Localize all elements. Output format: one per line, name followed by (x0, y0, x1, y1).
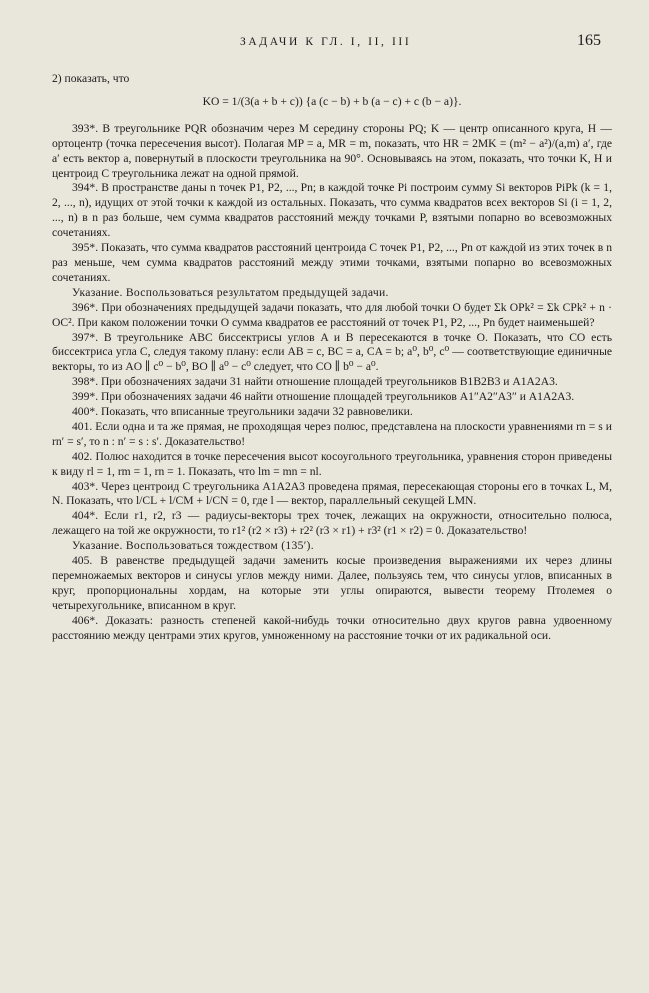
problem-405: 405. В равенстве предыдущей задачи заменить косые произведения выражениями их через длины перемножаемых векторов и синусы углов между ними. Далее, пользуясь тем, что синусы углов, вписанных в круг, пропорциональны хордам, на которые эти углы опираются, вывести теорему Птолемея о четырехугольнике, вписанном в круг. (52, 554, 612, 612)
problem-393: 393*. В треугольнике PQR обозначим через M середину стороны PQ; K — центр описанного круга, H — ортоцентр (точка пересечения высот). Полагая MP = a, MR = m, показать, что HR = 2MK = (m² − a²)/(a,m) a′, где a′ есть вектор a, повернутый в плоскости треугольника на 90°. Основываясь на этом, показать, что точки K, H и центроид C треугольника лежат на одной прямой. (52, 121, 612, 180)
paragraph-intro: 2) показать, что (52, 72, 130, 85)
problem-396: 396*. При обозначениях предыдущей задачи показать, что для любой точки O будет Σk OPk² = Σk CPk² + n · OC². При каком положении точки O сумма квадратов ее расстояний от точек P1, P2, ..., Pn будет наименьшей? (52, 300, 612, 329)
formula-ko: KO = 1/(3(a + b + c)) {a (c − b) + b (a − c) + c (b − a)}. (202, 94, 462, 108)
problem-395: 395*. Показать, что сумма квадратов расстояний центроида C точек P1, P2, ..., Pn от каждой из этих точек в n раз меньше, чем сумма квадратов расстояний между этими точками, взятыми попарно во всевозможных сочетаниях. (52, 241, 612, 284)
problem-401: 401. Если одна и та же прямая, не проходящая через полюс, представлена на плоскости уравнениями rn = s и rn′ = s′, то n : n′ = s : s′. Доказательство! (52, 419, 612, 448)
page-body (52, 72, 612, 644)
problem-402: 402. Полюс находится в точке пересечения высот косоугольного треугольника, уравнения сторон приведены к виду rl = 1, rm = 1, rn = 1. Показать, что lm = mn = nl. (52, 449, 612, 478)
problem-394: 394*. В пространстве даны n точек P1, P2, ..., Pn; в каждой точке Pi построим сумму Si векторов PiPk (k = 1, 2, ..., n), идущих от этой точки к каждой из остальных. Показать, что сумма квадратов всех векторов Si (i = 1, 2, ..., n) в n раз больше, чем сумма квадратов расстояний между точками P, взятыми попарно во всевозможных сочетаниях. (52, 181, 612, 240)
problem-400: 400*. Показать, что вписанные треугольники задачи 32 равновелики. (72, 405, 413, 419)
page-header (0, 34, 649, 58)
page-number: 165 (577, 32, 601, 49)
problem-397: 397*. В треугольнике ABC биссектрисы углов A и B пересекаются в точке O. Показать, что CO есть биссектриса угла C, следуя такому плану: если AB = c, BC = a, CA = b; a⁰, b⁰, c⁰ — соответствующие единичные векторы, то из AO ∥ c⁰ − b⁰, BO ∥ a⁰ − c⁰ следует, что CO ∥ b⁰ − a⁰. (52, 330, 612, 374)
hint-404: Указание. Воспользоваться тождеством (135′). (72, 539, 314, 553)
hint-395: Указание. Воспользоваться результатом предыдущей задачи. (72, 285, 389, 299)
problem-399: 399*. При обозначениях задачи 46 найти отношение площадей треугольников A1″A2″A3″ и A1A2A3. (72, 390, 575, 404)
running-head: ЗАДАЧИ К ГЛ. I, II, III (240, 36, 412, 48)
problem-403: 403*. Через центроид C треугольника A1A2A3 проведена прямая, пересекающая стороны его в точках L, M, N. Показать, что l/CL + l/CM + l/CN = 0, где l — вектор, параллельный секущей LMN. (52, 479, 612, 508)
problem-406: 406*. Доказать: разность степеней какой-нибудь точки относительно двух кругов равна удвоенному расстоянию между центрами этих кругов, умноженному на расстояние точки от их радикальной оси. (52, 613, 612, 642)
problem-404: 404*. Если r1, r2, r3 — радиусы-векторы трех точек, лежащих на окружности, относительно полюса, лежащего на той же окружности, то r1² (r2 × r3) + r2² (r3 × r1) + r3² (r1 × r2) = 0. Доказательство! (52, 509, 612, 538)
problem-398: 398*. При обозначениях задачи 31 найти отношение площадей треугольников B1B2B3 и A1A2A3. (72, 375, 558, 389)
